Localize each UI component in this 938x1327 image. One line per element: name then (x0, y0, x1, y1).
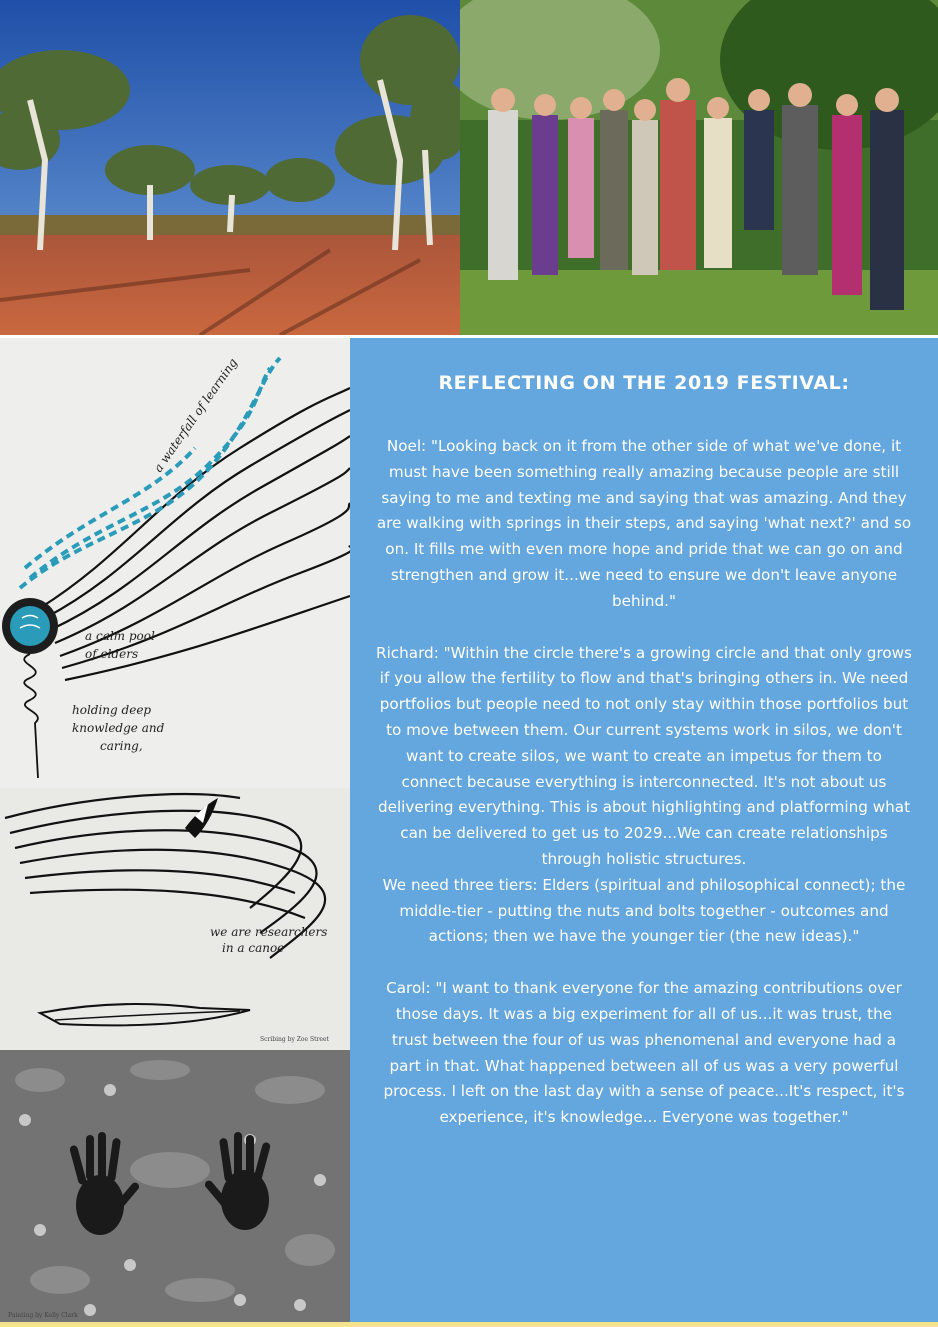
researchers-label: we are researchers (210, 925, 328, 939)
scribing-waterfall-drawing (0, 338, 350, 788)
landscape-photo (0, 0, 460, 335)
calm-pool-label: a calm pool (85, 629, 155, 643)
reflection-text-panel (350, 338, 938, 1322)
waterfall-label: a waterfall of learning (150, 355, 241, 475)
panel-title: REFLECTING ON THE 2019 FESTIVAL: (438, 372, 850, 394)
handprint-painting (0, 1050, 350, 1322)
painting-credit: Painting by Kelly Clark (8, 1312, 78, 1319)
knowledge-label: knowledge and (72, 721, 165, 735)
canoe-label: in a canoe (222, 941, 285, 955)
bottom-accent-bar (0, 1322, 938, 1327)
quote-carol: Carol: "I want to thank everyone for the amazing contributions over those days. It was a big experiment for all of us...it was trust, the trust between the four of us was phenomenal and everyone had a part in that. What happened between all of us was a very powerful process. I left on the last day with a sense of peace...It's respect, it's experience, it's knowledge... Everyone was together." (383, 979, 905, 1127)
scribing-canoe-drawing (0, 788, 350, 1050)
group-photo (460, 0, 938, 335)
holding-label: holding deep (72, 703, 152, 717)
quote-richard-tiers: We need three tiers: Elders (spiritual and philosophical connect); the middle-tier - putting the nuts and bolts together - outcomes and actions; then we have the younger tier (the new ideas)." (382, 875, 906, 946)
scribing-credit: Scribing by Zoe Street (260, 1036, 329, 1043)
quote-richard: Richard: "Within the circle there's a growing circle and that only grows if you allow the fertility to flow and that's bringing others in. We need portfolios but people need to not only stay within those portfolios but to move between them. Our current systems work in silos, we don't want to create silos, we want to create an impetus for them to connect because everything is interconnected. It's not about us delivering everything. This is about highlighting and platforming what can be delivered to get us to 2029...We can create relationships through holistic structures. (376, 643, 912, 868)
quote-noel: Noel: "Looking back on it from the other side of what we've done, it must have been something really amazing because people are still saying to me and texting me and saying that was amazing. And they are walking with springs in their steps, and saying 'what next?' and so on. It fills me with even more hope and pride that we can go on and strengthen and grow it...we need to ensure we don't leave anyone behind." (376, 437, 912, 610)
caring-label: caring, (100, 739, 143, 753)
elders-label: of elders (85, 647, 139, 661)
